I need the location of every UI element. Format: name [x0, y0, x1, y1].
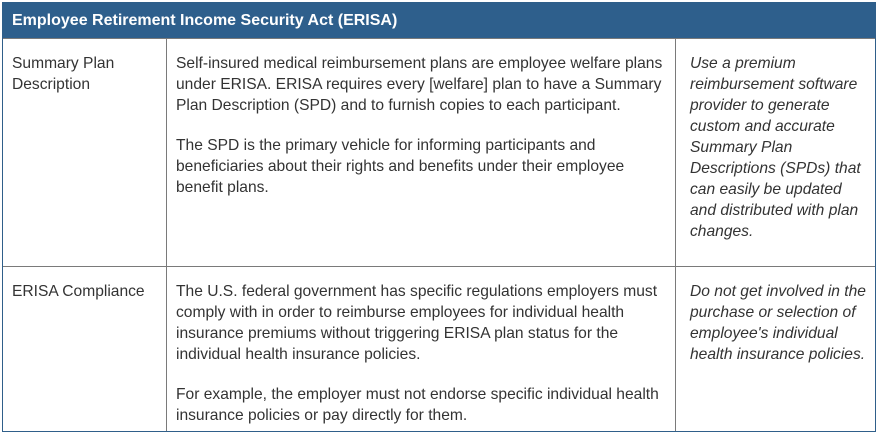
row-description-summary-plan-description: [166, 38, 675, 266]
row-recommendation-summary-plan-description: Use a premium reimbursement software provider to generate custom and accurate Summary Plan Descriptions (SPDs) that can easily be updated and distributed with plan changes.: [675, 38, 875, 266]
erisa-table: [2, 2, 876, 432]
description-paragraph: The SPD is the primary vehicle for informing participants and beneficiaries about their rights and benefits under their employee benefit plans.: [176, 137, 625, 196]
description-paragraph: Self-insured medical reimbursement plans are employee welfare plans under ERISA. ERISA requires every [welfare] plan to have a Summary Plan Description (SPD) and to furnish copies to each participant.: [176, 55, 663, 114]
table-title: Employee Retirement Income Security Act (ERISA): [3, 3, 875, 38]
row-label-summary-plan-description: Summary Plan Description: [3, 38, 166, 266]
row-recommendation-erisa-compliance: Do not get involved in the purchase or selection of employee's individual health insurance policies.: [675, 266, 875, 431]
description-paragraph: The U.S. federal government has specific regulations employers must comply with in order to reimburse employees for individual health insurance premiums without triggering ERISA plan status for the individual health insurance policies.: [176, 283, 658, 363]
table-bottom-border: [3, 431, 875, 432]
description-paragraph: For example, the employer must not endorse specific individual health insurance policies or pay directly for them.: [176, 386, 659, 424]
row-label-erisa-compliance: ERISA Compliance: [3, 266, 166, 431]
row-description-erisa-compliance: [166, 266, 675, 431]
